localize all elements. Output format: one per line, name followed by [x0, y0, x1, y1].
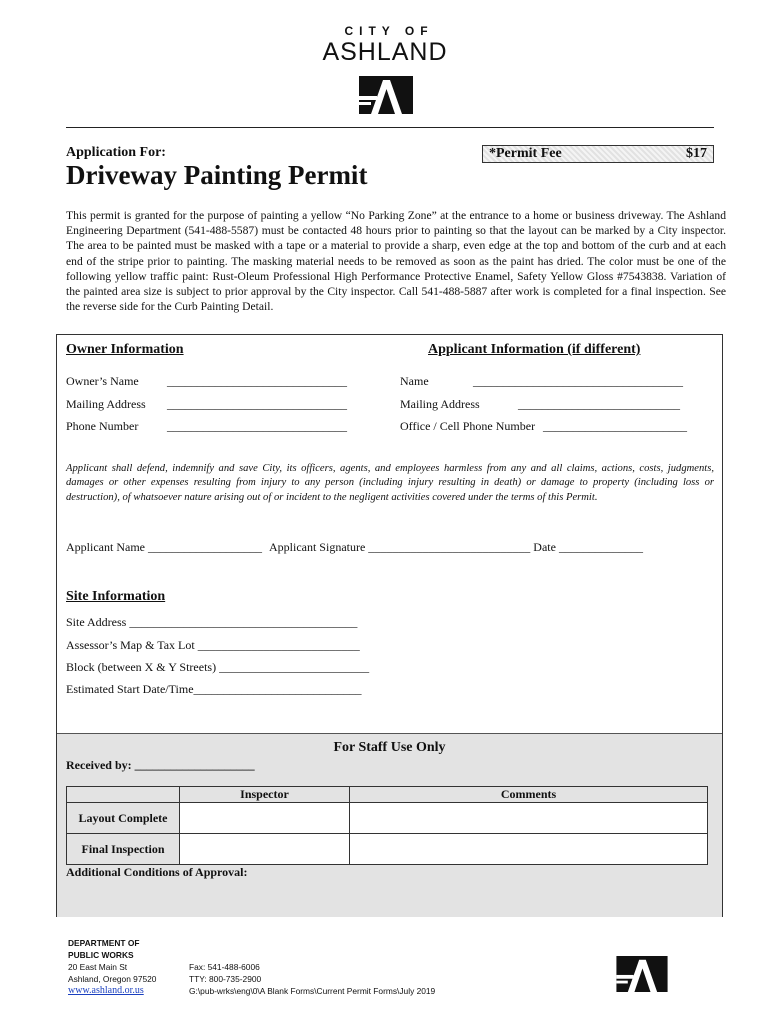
footer-street: 20 East Main St [68, 962, 128, 972]
applicant-name-field[interactable]: ___________________________________ [473, 374, 683, 388]
application-for-label: Application For: [66, 145, 166, 160]
site-address-field[interactable]: Site Address ______________________________________ [66, 615, 358, 629]
table-header-row [67, 787, 708, 803]
footer-tty: TTY: 800-735-2900 [189, 974, 262, 984]
final-inspector-cell[interactable] [180, 834, 350, 865]
sig-applicant-name-label: Applicant Name [66, 540, 145, 554]
owner-name-label: Owner’s Name [66, 374, 139, 388]
table-row [67, 803, 708, 834]
city-logo-icon [359, 76, 413, 114]
row-layout-complete: Layout Complete [67, 803, 180, 834]
owner-mailing-label: Mailing Address [66, 397, 146, 411]
permit-fee-label: *Permit Fee [489, 146, 562, 161]
applicant-signature-field[interactable]: ___________________________ [368, 540, 531, 554]
map-tax-lot-field[interactable]: Assessor’s Map & Tax Lot ___________________________ [66, 638, 360, 652]
layout-comments-cell[interactable] [350, 803, 708, 834]
final-comments-cell[interactable] [350, 834, 708, 865]
date-field[interactable]: ______________ [558, 540, 643, 554]
applicant-name-label: Name [400, 374, 429, 388]
owner-info-heading: Owner Information [66, 342, 184, 357]
col-inspector: Inspector [180, 787, 350, 803]
footer-fax: Fax: 541-488-6006 [189, 962, 260, 972]
row-final-inspection: Final Inspection [67, 834, 180, 865]
applicant-signature-label: Applicant Signature [268, 540, 366, 554]
footer-file-path: G:\pub-wrks\eng\0\A Blank Forms\Current Permit Forms\July 2019 [189, 986, 436, 996]
block-streets-field[interactable]: Block (between X & Y Streets) _________________________ [66, 660, 370, 674]
footer-city: Ashland, Oregon 97520 [68, 974, 157, 984]
applicant-info-heading: Applicant Information (if different) [428, 342, 641, 357]
applicant-signature-row [66, 540, 643, 555]
table-corner [67, 787, 180, 803]
header-rule [66, 127, 714, 128]
date-label: Date [533, 540, 556, 554]
col-comments: Comments [350, 787, 708, 803]
inspection-table [66, 786, 708, 865]
start-date-field[interactable]: Estimated Start Date/Time____________________________ [66, 682, 362, 696]
applicant-phone-label: Office / Cell Phone Number [400, 419, 536, 433]
layout-inspector-cell[interactable] [180, 803, 350, 834]
sig-applicant-name-field[interactable]: ___________________ [147, 540, 262, 554]
additional-conditions-label: Additional Conditions of Approval: [66, 865, 248, 879]
indemnity-paragraph: Applicant shall defend, indemnify and save City, its officers, agents, and employees harmless from any and all claims, actions, costs, judgments, damages or other expenses resulting from injury to any person (including injury resulting in death) or damage to property (including loss or destruction), of whatsoever nature arising out of or incident to the negligent activities covered under the terms of this Permit. [66, 463, 714, 503]
site-info-heading: Site Information [66, 589, 166, 604]
staff-use-section [57, 733, 722, 917]
owner-phone-field[interactable]: ______________________________ [167, 419, 347, 433]
footer-address [68, 961, 156, 997]
owner-phone-label: Phone Number [66, 419, 139, 433]
applicant-mailing-field[interactable]: ___________________________ [518, 397, 680, 411]
footer-logo-icon [616, 956, 668, 992]
permit-fee-box [482, 145, 714, 163]
applicant-phone-field[interactable]: ________________________ [543, 419, 687, 433]
footer-dept-line1: DEPARTMENT OF [68, 938, 140, 948]
logo-ashland-wordmark: ASHLAND [322, 38, 448, 66]
owner-name-field[interactable]: ______________________________ [167, 374, 347, 388]
logo-city-of: CITY OF [344, 24, 434, 38]
page-title: Driveway Painting Permit [66, 160, 368, 190]
owner-mailing-field[interactable]: ______________________________ [167, 397, 347, 411]
footer-dept-line2: PUBLIC WORKS [68, 950, 134, 960]
intro-paragraph: This permit is granted for the purpose of painting a yellow “No Parking Zone” at the entrance to a home or business driveway. The Ashland Engineering Department (541-488-5587) must be contacted 48 hours prior to painting so that the layout can be marked by a City inspector. The area to be painted must be masked with a tape or a material to provide a sharp, even edge at the top and bottom of the curb and at each end of the stripe prior to painting. The masking material needs to be removed as soon as the paint has dried. The color must be one of the following yellow traffic paint: Rust-Oleum Professional High Performance Protective Enamel, Safety Yellow Gloss #7543838. Variation of the painted area size is subject to prior approval by the City inspector. Call 541-488-5887 after work is completed for a final inspection. See the reverse side for the Curb Painting Detail. [66, 209, 726, 314]
staff-use-title: For Staff Use Only [333, 740, 446, 755]
footer-website-link[interactable]: www.ashland.or.us [68, 985, 144, 996]
received-by-field[interactable]: Received by: ____________________ [66, 758, 255, 772]
footer-contact [189, 961, 435, 997]
permit-fee-amount: $17 [686, 146, 707, 161]
applicant-mailing-label: Mailing Address [400, 397, 480, 411]
footer-department [68, 937, 140, 961]
table-row [67, 834, 708, 865]
